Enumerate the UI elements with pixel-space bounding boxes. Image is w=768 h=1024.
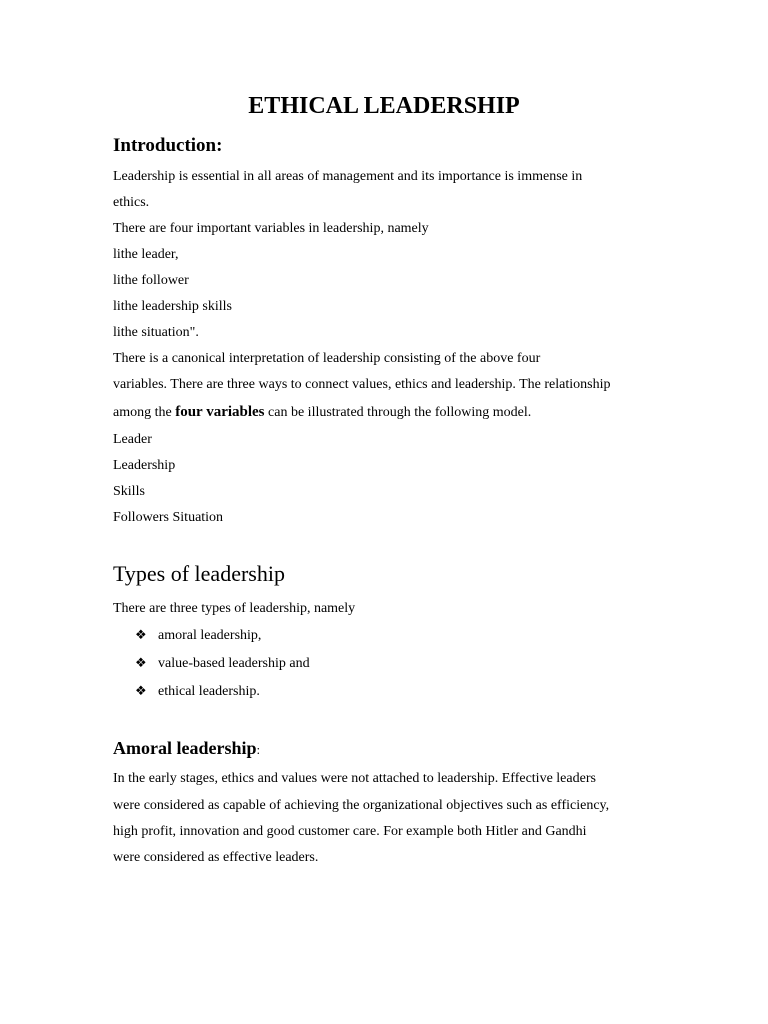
list-item-label: ethical leadership. <box>158 684 260 699</box>
variable-list-item: lithe follower <box>113 273 189 288</box>
types-heading: Types of leadership <box>113 561 285 586</box>
list-item-label: value-based leadership and <box>158 656 310 671</box>
intro-paragraph-line: variables. There are three ways to connect values, ethics and leadership. The relationship <box>113 377 611 392</box>
variable-list-item: lithe leadership skills <box>113 299 232 314</box>
model-list-item: Followers Situation <box>113 510 224 525</box>
intro-paragraph-line: ethics. <box>113 195 150 210</box>
intro-paragraph-line: Leadership is essential in all areas of management and its importance is immense in <box>113 169 583 184</box>
variable-list-item: lithe leader, <box>113 247 179 262</box>
amoral-paragraph-line: were considered as effective leaders. <box>113 850 319 865</box>
intro-paragraph-line <box>113 403 531 422</box>
amoral-paragraph-line: high profit, innovation and good customer care. For example both Hitler and Gandhi <box>113 824 587 839</box>
list-item-label: amoral leadership, <box>158 628 262 643</box>
diamond-bullet-icon: ❖ <box>135 684 147 699</box>
model-list-item: Skills <box>113 484 145 499</box>
variable-list-item: lithe situation". <box>113 325 199 340</box>
model-list-item: Leadership <box>113 458 176 473</box>
diamond-bullet-icon: ❖ <box>135 628 147 643</box>
intro-text-span: among the <box>113 405 176 420</box>
amoral-paragraph-line: were considered as capable of achieving the organizational objectives such as efficiency, <box>113 798 610 813</box>
intro-paragraph-line: There are four important variables in leadership, namely <box>113 221 429 236</box>
types-intro: There are three types of leadership, namely <box>113 601 356 616</box>
intro-paragraph-line: There is a canonical interpretation of leadership consisting of the above four <box>113 351 541 366</box>
amoral-heading <box>113 736 260 762</box>
page-title: ETHICAL LEADERSHIP <box>248 93 520 119</box>
four-variables-bold: four variables <box>175 404 265 420</box>
amoral-heading-text: Amoral leadership <box>113 738 257 758</box>
model-list-item: Leader <box>113 432 152 447</box>
amoral-paragraph-line: In the early stages, ethics and values were not attached to leadership. Effective leaders <box>113 771 596 786</box>
intro-text-span: can be illustrated through the following model. <box>264 405 532 420</box>
introduction-heading: Introduction: <box>113 135 223 156</box>
diamond-bullet-icon: ❖ <box>135 656 147 671</box>
amoral-heading-colon: : <box>256 742 261 757</box>
